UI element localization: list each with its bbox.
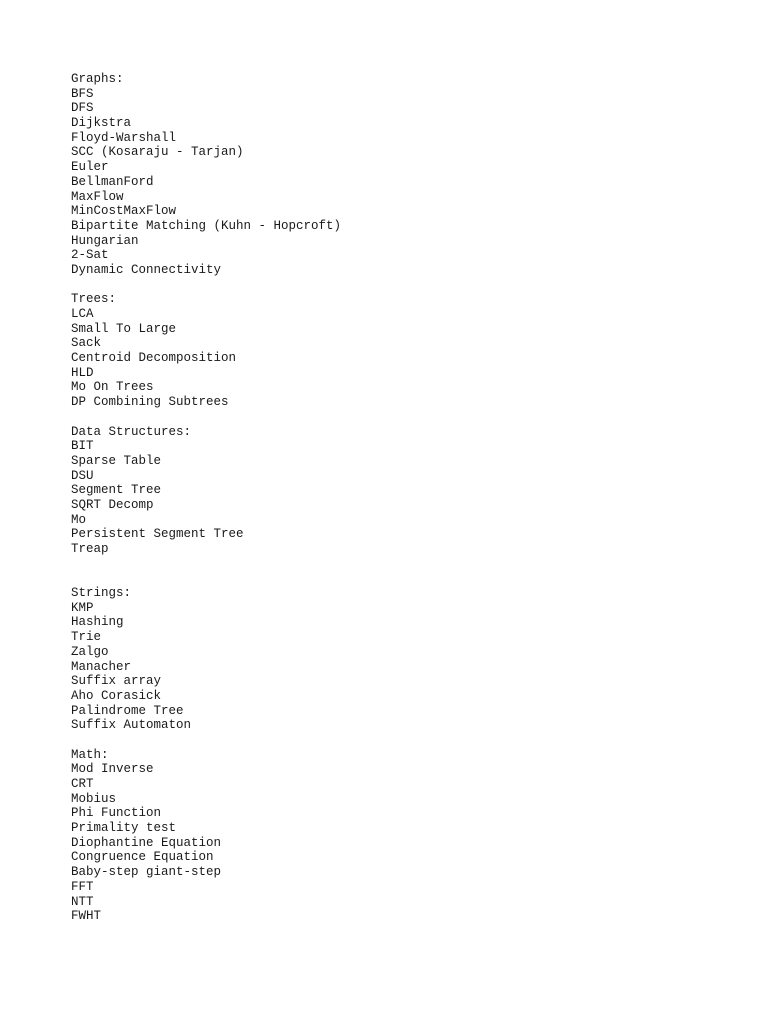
list-item: SQRT Decomp — [71, 497, 154, 512]
section-heading: Trees: — [71, 292, 117, 307]
list-item: Dijkstra — [71, 116, 132, 131]
list-item: Aho Corasick — [71, 688, 162, 703]
list-item: Congruence Equation — [71, 850, 214, 865]
list-item: Zalgo — [71, 644, 109, 659]
list-item: Centroid Decomposition — [71, 351, 237, 366]
list-item: Bipartite Matching (Kuhn - Hopcroft) — [71, 218, 342, 233]
list-item: DSU — [71, 468, 94, 483]
list-item: Mod Inverse — [71, 762, 154, 777]
list-item: Treap — [71, 542, 109, 556]
list-item: HLD — [71, 365, 94, 380]
list-item: SCC (Kosaraju - Tarjan) — [71, 145, 244, 160]
list-item: Diophantine Equation — [71, 835, 222, 850]
list-item: Mobius — [71, 791, 117, 806]
list-item: Trie — [71, 630, 102, 645]
list-item: Hashing — [71, 615, 124, 630]
section-heading: Data Structures: — [71, 424, 192, 439]
list-item: Persistent Segment Tree — [71, 527, 244, 542]
list-item: Small To Large — [71, 321, 177, 336]
list-item: CRT — [71, 777, 94, 792]
list-item: Baby-step giant-step — [71, 865, 222, 880]
list-item: Dynamic Connectivity — [71, 262, 222, 277]
list-item: Hungarian — [71, 233, 139, 248]
list-item: Mo — [71, 512, 87, 527]
list-item: Segment Tree — [71, 483, 162, 498]
section-heading: Strings: — [71, 586, 132, 601]
list-item: Phi Function — [71, 806, 162, 821]
section-graphs — [71, 72, 711, 278]
list-item: BIT — [71, 439, 94, 454]
section-heading: Graphs: — [71, 72, 124, 86]
section-strings — [71, 586, 711, 733]
list-item: MinCostMaxFlow — [71, 204, 177, 219]
list-item: FFT — [71, 879, 94, 894]
list-item: BFS — [71, 86, 94, 101]
section-heading: Math: — [71, 747, 109, 762]
list-item: DP Combining Subtrees — [71, 395, 229, 410]
list-item: Primality test — [71, 821, 177, 836]
section-math — [71, 748, 711, 924]
section-data-structures — [71, 425, 711, 557]
list-item: Suffix array — [71, 674, 162, 689]
list-item: MaxFlow — [71, 189, 124, 204]
list-item: BellmanFord — [71, 174, 154, 189]
list-item: NTT — [71, 894, 94, 909]
document-page — [71, 72, 711, 924]
list-item: FWHT — [71, 909, 102, 924]
list-item: LCA — [71, 307, 94, 321]
list-item: 2-Sat — [71, 248, 109, 263]
list-item: Floyd-Warshall — [71, 130, 177, 145]
list-item: DFS — [71, 101, 94, 116]
list-item: KMP — [71, 600, 94, 615]
list-item: Suffix Automaton — [71, 718, 192, 733]
list-item: Mo On Trees — [71, 380, 154, 395]
list-item: Sack — [71, 336, 102, 351]
list-item: Palindrome Tree — [71, 703, 184, 718]
section-trees — [71, 292, 711, 410]
list-item: Euler — [71, 160, 109, 175]
list-item: Sparse Table — [71, 453, 162, 468]
list-item: Manacher — [71, 659, 132, 674]
